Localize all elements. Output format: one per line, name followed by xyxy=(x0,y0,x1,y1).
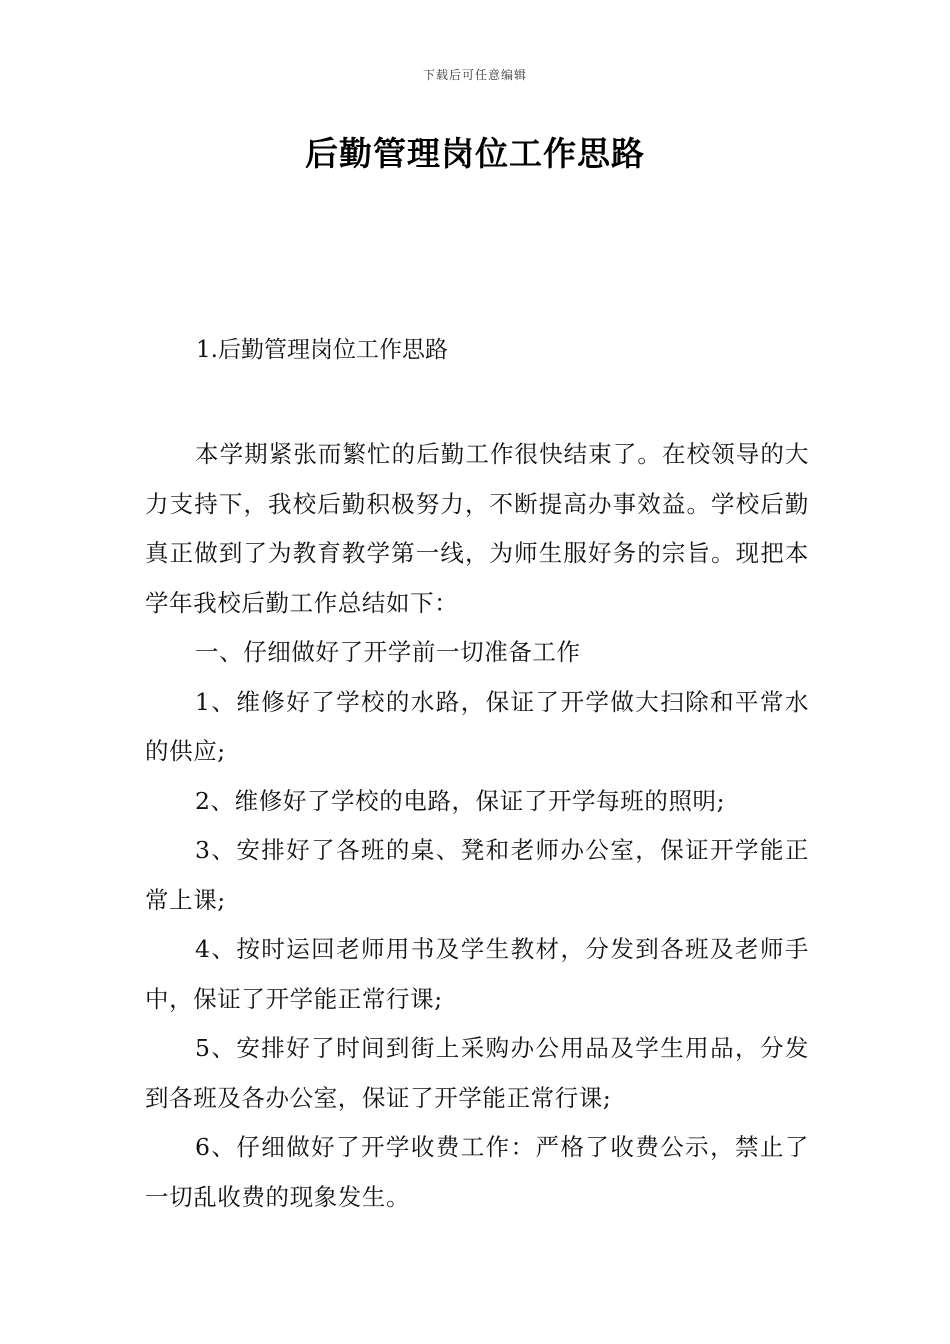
body-text xyxy=(145,430,809,1222)
paragraph-item-2: 2、维修好了学校的电路，保证了开学每班的照明; xyxy=(195,786,726,815)
header-note: 下载后可任意编辑 xyxy=(422,68,527,82)
paragraph-item-4: 4、按时运回老师用书及学生教材，分发到各班及老师手中，保证了开学能正常行课; xyxy=(145,935,809,1013)
document-title: 后勤管理岗位工作思路 xyxy=(305,134,645,173)
paragraph-intro: 本学期紧张而繁忙的后勤工作很快结束了。在校领导的大力支持下，我校后勤积极努力，不断提高办事效益。学校后勤真正做到了为教育教学第一线，为师生服好务的宗旨。现把本学年我校后勤工作总结如下： xyxy=(145,440,809,617)
section-heading: 1.后勤管理岗位工作思路 xyxy=(196,337,448,363)
paragraph-item-3: 3、安排好了各班的桌、凳和老师办公室，保证开学能正常上课; xyxy=(145,836,809,914)
paragraph-subheading: 一、仔细做好了开学前一切准备工作 xyxy=(195,638,581,666)
paragraph-item-6: 6、仔细做好了开学收费工作：严格了收费公示，禁止了一切乱收费的现象发生。 xyxy=(145,1133,809,1211)
paragraph-item-5: 5、安排好了时间到街上采购办公用品及学生用品，分发到各班及各办公室，保证了开学能正常行课; xyxy=(145,1034,809,1112)
paragraph-item-1: 1、维修好了学校的水路，保证了开学做大扫除和平常水的供应; xyxy=(145,687,809,765)
